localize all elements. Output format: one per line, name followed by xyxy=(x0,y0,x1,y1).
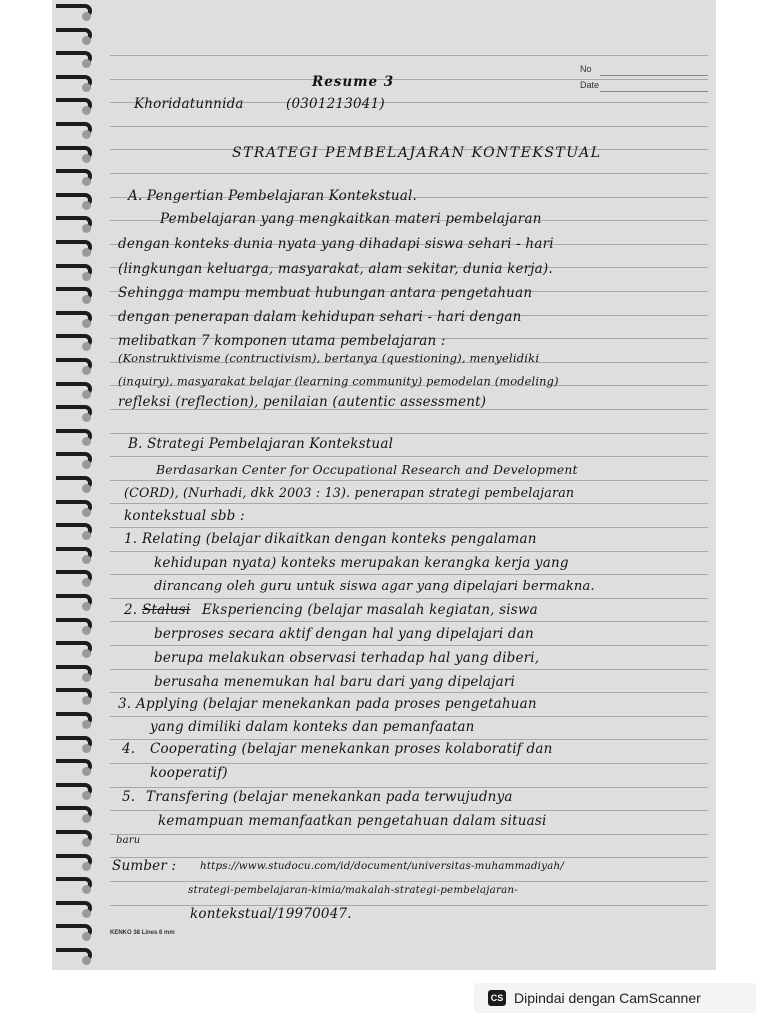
section-b-heading: B. Strategi Pembelajaran Kontekstual xyxy=(128,436,394,452)
ruled-line xyxy=(110,669,708,670)
section-a-line: (lingkungan keluarga, masyarakat, alam sekitar, dunia kerja). xyxy=(118,261,553,277)
binding-hole xyxy=(82,838,91,847)
binding-hole xyxy=(82,319,91,328)
binding-hole xyxy=(82,106,91,115)
list-item-line: berusaha menemukan hal baru dari yang dipelajari xyxy=(154,674,516,690)
struck-word: Stalusi xyxy=(142,602,191,618)
camscanner-icon: CS xyxy=(488,990,506,1006)
ruled-line xyxy=(110,126,708,127)
ruled-line xyxy=(110,739,708,740)
source-line: https://www.studocu.com/id/document/universitas-muhammadiyah/ xyxy=(200,860,565,872)
binding-hole xyxy=(82,720,91,729)
item-number: 1. xyxy=(124,531,138,547)
binding-hole xyxy=(82,177,91,186)
spiral-binding xyxy=(52,0,112,970)
list-item-line: kemampuan memanfaatkan pengetahuan dalam situasi xyxy=(158,813,547,829)
section-a-line: (Konstruktivisme (contructivism), bertanya (questioning), menyelidiki xyxy=(118,351,540,365)
binding-hole xyxy=(82,791,91,800)
list-item-line: Eksperiencing (belajar masalah kegiatan, siswa xyxy=(202,602,538,618)
ruled-line xyxy=(110,716,708,717)
section-a-line: dengan konteks dunia nyata yang dihadapi siswa sehari - hari xyxy=(118,236,554,252)
list-item-line: kooperatif) xyxy=(150,765,228,781)
notebook-page xyxy=(52,0,716,970)
binding-hole xyxy=(82,295,91,304)
binding-hole xyxy=(82,272,91,281)
list-item-line: Transfering (belajar menekankan pada terwujudnya xyxy=(146,789,513,805)
source-line: strategi-pembelajaran-kimia/makalah-strategi-pembelajaran- xyxy=(188,884,518,896)
binding-hole xyxy=(82,862,91,871)
ruled-line xyxy=(110,834,708,835)
ruled-line xyxy=(110,574,708,575)
item-number: 4. xyxy=(122,741,136,757)
student-id: (0301213041) xyxy=(286,96,385,112)
list-item-line: berupa melakukan observasi terhadap hal yang diberi, xyxy=(154,650,540,666)
binding-hole xyxy=(82,342,91,351)
list-item-line: Relating (belajar dikaitkan dengan konteks pengalaman xyxy=(142,531,537,547)
ruled-line xyxy=(110,787,708,788)
section-a-line: refleksi (reflection), penilaian (autentic assessment) xyxy=(118,394,487,410)
item-number: 5. xyxy=(122,789,136,805)
list-item-line: Applying (belajar menekankan pada proses pengetahuan xyxy=(136,696,537,712)
binding-hole xyxy=(82,909,91,918)
ruled-line xyxy=(110,621,708,622)
section-a-line: Pembelajaran yang mengkaitkan materi pembelajaran xyxy=(160,211,542,227)
source-label: Sumber : xyxy=(112,858,177,874)
notebook-brand: KENKO 38 Lines 6 mm xyxy=(110,930,175,936)
binding-hole xyxy=(82,602,91,611)
section-b-intro: kontekstual sbb : xyxy=(124,508,245,524)
binding-hole xyxy=(82,956,91,965)
source-line: kontekstual/19970047. xyxy=(190,906,352,922)
section-b-intro: (CORD), (Nurhadi, dkk 2003 : 13). penerapan strategi pembelajaran xyxy=(124,485,575,500)
ruled-line xyxy=(110,79,708,80)
binding-hole xyxy=(82,555,91,564)
binding-hole xyxy=(82,59,91,68)
binding-hole xyxy=(82,390,91,399)
no-label: No xyxy=(580,64,592,74)
binding-hole xyxy=(82,413,91,422)
date-label: Date xyxy=(580,80,600,90)
ruled-line xyxy=(110,55,708,56)
binding-hole xyxy=(82,36,91,45)
binding-hole xyxy=(82,248,91,257)
ruled-line xyxy=(110,527,708,528)
list-item-line: dirancang oleh guru untuk siswa agar yang dipelajari bermakna. xyxy=(154,579,595,594)
binding-hole xyxy=(82,531,91,540)
section-b-intro: Berdasarkan Center for Occupational Research and Development xyxy=(156,463,578,477)
resume-title: Resume 3 xyxy=(312,74,395,90)
ruled-line xyxy=(110,173,708,174)
ruled-line xyxy=(110,810,708,811)
binding-hole xyxy=(82,437,91,446)
binding-hole xyxy=(82,224,91,233)
ruled-line xyxy=(110,480,708,481)
list-item-line: yang dimiliki dalam konteks dan pemanfaatan xyxy=(150,719,475,735)
ruled-line xyxy=(110,433,708,434)
section-a-line: (inquiry), masyarakat belajar (learning community) pemodelan (modeling) xyxy=(118,375,559,388)
date-line xyxy=(600,91,708,92)
list-item-line: Cooperating (belajar menekankan proses kolaboratif dan xyxy=(150,741,553,757)
section-a-heading: A. Pengertian Pembelajaran Kontekstual. xyxy=(128,188,417,204)
camscanner-text: Dipindai dengan CamScanner xyxy=(514,990,701,1006)
binding-hole xyxy=(82,83,91,92)
binding-hole xyxy=(82,508,91,517)
section-a-line: dengan penerapan dalam kehidupan sehari - hari dengan xyxy=(118,309,522,325)
ruled-line xyxy=(110,692,708,693)
ruled-line xyxy=(110,456,708,457)
binding-hole xyxy=(82,932,91,941)
item-number: 2. xyxy=(124,602,138,618)
binding-hole xyxy=(82,696,91,705)
binding-hole xyxy=(82,154,91,163)
ruled-line xyxy=(110,763,708,764)
binding-hole xyxy=(82,130,91,139)
ruled-line xyxy=(110,503,708,504)
binding-hole xyxy=(82,366,91,375)
ruled-line xyxy=(110,645,708,646)
binding-hole xyxy=(82,484,91,493)
binding-hole xyxy=(82,885,91,894)
binding-hole xyxy=(82,460,91,469)
binding-hole xyxy=(82,673,91,682)
section-a-line: Sehingga mampu membuat hubungan antara pengetahuan xyxy=(118,285,533,301)
list-item-line: baru xyxy=(116,835,141,846)
list-item-line: berproses secara aktif dengan hal yang dipelajari dan xyxy=(154,626,534,642)
ruled-line xyxy=(110,598,708,599)
binding-hole xyxy=(82,626,91,635)
binding-hole xyxy=(82,814,91,823)
binding-hole xyxy=(82,744,91,753)
binding-hole xyxy=(82,767,91,776)
author-name: Khoridatunnida xyxy=(134,96,244,112)
no-line xyxy=(600,75,708,76)
binding-hole xyxy=(82,201,91,210)
item-number: 3. xyxy=(118,696,132,712)
page-title: STRATEGI PEMBELAJARAN KONTEKSTUAL xyxy=(232,145,602,161)
binding-hole xyxy=(82,12,91,21)
camscanner-watermark xyxy=(474,983,756,1013)
ruled-line xyxy=(110,551,708,552)
section-a-line: melibatkan 7 komponen utama pembelajaran : xyxy=(118,333,446,349)
list-item-line: kehidupan nyata) konteks merupakan kerangka kerja yang xyxy=(154,555,569,571)
binding-hole xyxy=(82,578,91,587)
binding-hole xyxy=(82,649,91,658)
